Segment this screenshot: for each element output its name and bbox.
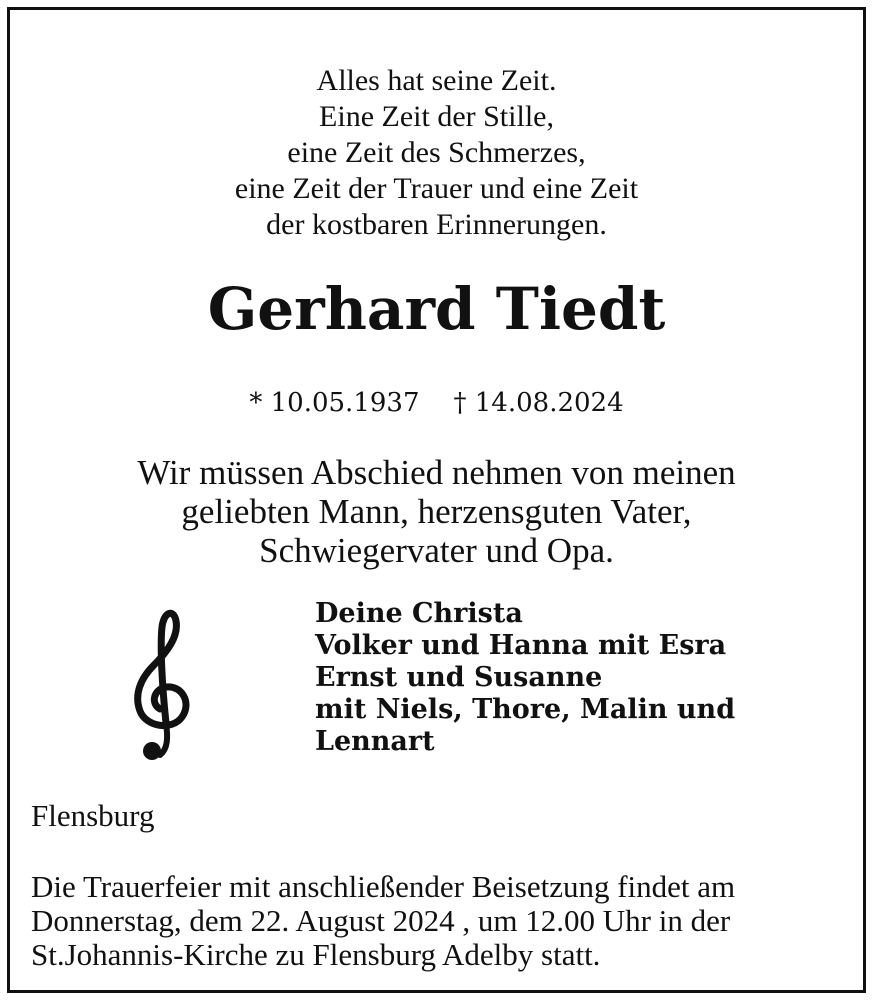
poem-block bbox=[0, 63, 873, 243]
farewell-message bbox=[0, 453, 873, 570]
message-line: Schwiegervater und Opa. bbox=[259, 531, 614, 570]
poem-line: eine Zeit der Trauer und eine Zeit bbox=[234, 172, 639, 205]
family-signatures bbox=[315, 598, 735, 758]
ceremony-line: Donnerstag, dem 22. August 2024 , um 12.00 Uhr in der bbox=[31, 903, 731, 938]
family-line: Volker und Hanna mit Esra bbox=[315, 630, 727, 661]
family-line: Deine Christa bbox=[315, 598, 523, 629]
message-line: Wir müssen Abschied nehmen von meinen bbox=[137, 453, 736, 492]
deceased-name: Gerhard Tiedt bbox=[207, 275, 666, 343]
death-date: † 14.08.2024 bbox=[453, 388, 624, 418]
family-line: mit Niels, Thore, Malin und bbox=[315, 694, 736, 725]
poem-line: eine Zeit des Schmerzes, bbox=[287, 136, 586, 169]
poem-line: Eine Zeit der Stille, bbox=[319, 100, 554, 133]
place-name: Flensburg bbox=[31, 798, 155, 833]
treble-clef-icon bbox=[122, 605, 204, 765]
family-line: Lennart bbox=[315, 726, 435, 757]
ceremony-line: Die Trauerfeier mit anschließender Beisetzung findet am bbox=[31, 869, 736, 904]
family-line: Ernst und Susanne bbox=[315, 662, 603, 693]
ceremony-line: St.Johannis-Kirche zu Flensburg Adelby statt. bbox=[31, 937, 601, 972]
ceremony-details bbox=[31, 870, 735, 972]
poem-line: Alles hat seine Zeit. bbox=[316, 64, 557, 97]
birth-date: * 10.05.1937 bbox=[249, 388, 420, 418]
life-dates bbox=[0, 383, 873, 423]
message-line: geliebten Mann, herzensguten Vater, bbox=[181, 492, 692, 531]
poem-line: der kostbaren Erinnerungen. bbox=[266, 208, 607, 241]
